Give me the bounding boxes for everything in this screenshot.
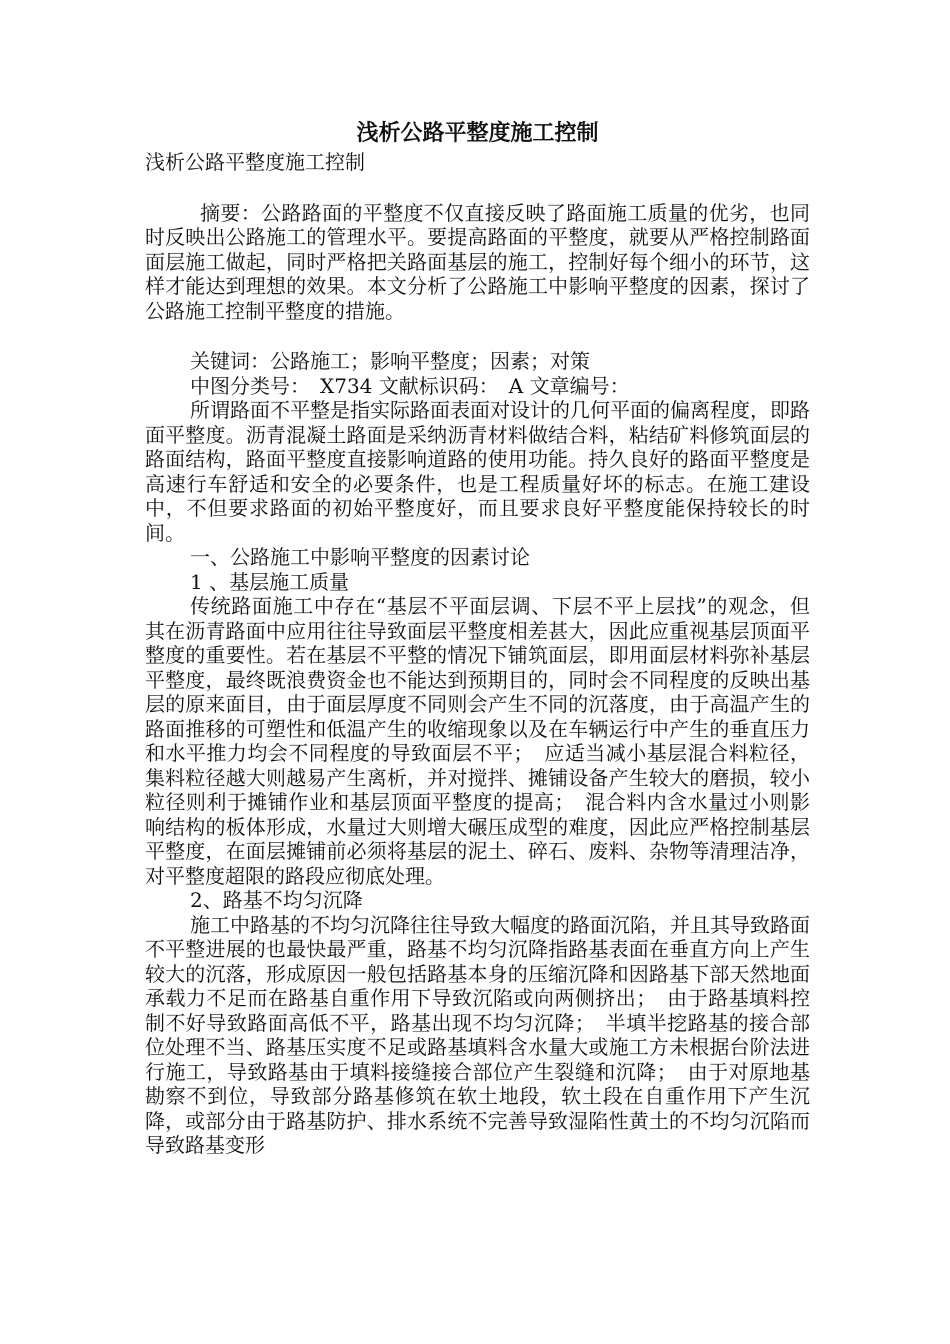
classification-line: 中图分类号： X734 文献标识码： A 文章编号： — [190, 373, 630, 398]
intro-paragraph: 所谓路面不平整是指实际路面表面对设计的几何平面的偏离程度，即路面平整度。沥青混凝土路面是采纳沥青材料做结合料，粘结矿料修筑面层的路面结构，路面平整度直接影响道路的使用功能。持久良好的路面平整度是高速行车舒适和安全的必要条件，也是工程质量好坏的标志。在施工建设中，不但要求路面的初始平整度好，而且要求良好平整度能保持较长的时间。 — [145, 398, 810, 545]
subsection-heading: 1 、基层施工质量 — [190, 569, 350, 594]
spacer — [145, 175, 810, 201]
abstract-paragraph: 摘要：公路路面的平整度不仅直接反映了路面施工质量的优劣，也同时反映出公路施工的管理水平。要提高路面的平整度，就要从严格控制路面面层施工做起，同时严格把关路面基层的施工，控制好每个细小的环节，这样才能达到理想的效果。本文分析了公路施工中影响平整度的因素，探讨了公路施工控制平整度的措施。 — [145, 200, 810, 323]
subsection-body: 传统路面施工中存在“基层不平面层调、下层不平上层找”的观念，但其在沥青路面中应用往往导致面层平整度相差甚大，因此应重视基层顶面平整度的重要性。若在基层不平整的情况下铺筑面层，即用面层材料弥补基层平整度，最终既浪费资金也不能达到预期目的，同时会不同程度的反映出基层的原来面目，由于面层厚度不同则会产生不同的沉落度，由于高温产生的路面推移的可塑性和低温产生的收缩现象以及在车辆运行中产生的垂直压力和水平推力均会不同程度的导致面层不平； 应适当减小基层混合料粒径，集料粒径越大则越易产生离析，并对搅拌、摊铺设备产生较大的磨损，较小粒径则利于摊铺作业和基层顶面平整度的提高； 混合料内含水量过小则影响结构的板体形成，水量过大则增大碾压成型的难度，因此应严格控制基层平整度，在面层摊铺前必须将基层的泥土、碎石、废料、杂物等清理洁净，对平整度超限的路段应彻底处理。 — [145, 594, 810, 888]
subsection-body: 施工中路基的不均匀沉降往往导致大幅度的路面沉陷，并且其导致路面不平整进展的也最快最严重，路基不均匀沉降指路基表面在垂直方向上产生较大的沉落，形成原因一般包括路基本身的压缩沉降和因路基下部天然地面承载力不足而在路基自重作用下导致沉陷或向两侧挤出； 由于路基填料控制不好导致路面高低不平，路基出现不均匀沉降； 半填半挖路基的接合部位处理不当、路基压实度不足或路基填料含水量大或施工方未根据台阶法进行施工，导致路基由于填料接缝接合部位产生裂缝和沉降； 由于对原地基勘察不到位，导致部分路基修筑在软土地段，软土段在自重作用下产生沉降，或部分由于路基防护、排水系统不完善导致湿陷性黄土的不均匀沉陷而导致路基变形 — [145, 912, 810, 1157]
subsection-heading: 2、路基不均匀沉降 — [190, 888, 363, 912]
document-subtitle: 浅析公路平整度施工控制 — [145, 150, 365, 174]
spacer — [145, 323, 810, 349]
section-heading: 一、公路施工中影响平整度的因素讨论 — [190, 545, 530, 569]
document-page — [145, 118, 810, 1158]
keywords-line: 关键词：公路施工；影响平整度；因素；对策 — [190, 349, 590, 373]
document-title: 浅析公路平整度施工控制 — [356, 121, 599, 146]
